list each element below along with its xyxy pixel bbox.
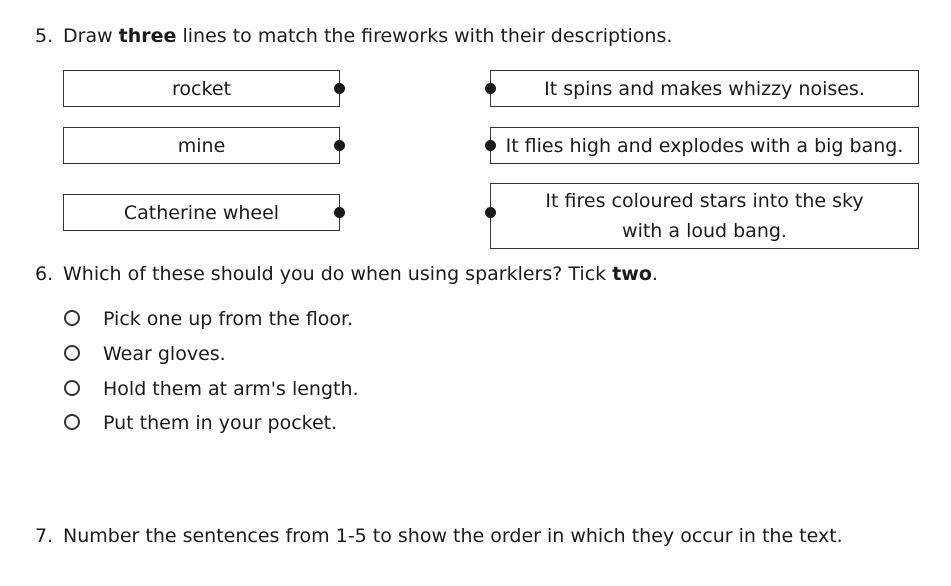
option-label: Wear gloves. <box>103 343 226 365</box>
match-right-coloured-stars[interactable] <box>490 183 919 249</box>
question-5-heading <box>35 24 672 48</box>
radio-circle[interactable] <box>64 345 80 361</box>
match-left-catherine-wheel[interactable] <box>63 194 340 231</box>
match-left-rocket[interactable] <box>63 70 340 107</box>
question-text: Number the sentences from 1-5 to show the order in which they occur in the text. <box>63 525 843 547</box>
option-label: Put them in your pocket. <box>103 412 338 434</box>
question-text-suffix: . <box>651 263 658 285</box>
question-number: 6. <box>35 263 54 285</box>
match-left-label: Catherine wheel <box>123 201 280 224</box>
question-number: 5. <box>35 25 54 47</box>
match-left-label: mine <box>177 134 226 157</box>
match-right-label: It spins and makes whizzy noises. <box>544 77 865 100</box>
connector-dot[interactable] <box>485 140 496 151</box>
option-label: Hold them at arm's length. <box>103 378 359 400</box>
question-6-heading <box>35 262 658 286</box>
question-text-prefix: Draw <box>63 25 119 47</box>
question-7-heading <box>35 524 843 548</box>
question-text-suffix: lines to match the fireworks with their descriptions. <box>176 25 673 47</box>
connector-dot[interactable] <box>485 207 496 218</box>
connector-dot[interactable] <box>334 207 345 218</box>
match-left-label: rocket <box>172 77 231 100</box>
question-emphasis: two <box>612 263 652 285</box>
match-right-spins[interactable] <box>490 70 919 107</box>
radio-circle[interactable] <box>64 380 80 396</box>
radio-circle[interactable] <box>64 414 80 430</box>
match-right-flies-high[interactable] <box>490 127 919 164</box>
match-right-label: It fires coloured stars into the sky with a loud bang. <box>545 190 864 242</box>
connector-dot[interactable] <box>334 83 345 94</box>
connector-dot[interactable] <box>334 140 345 151</box>
option-label: Pick one up from the floor. <box>103 308 354 330</box>
match-left-mine[interactable] <box>63 127 340 164</box>
question-text-prefix: Which of these should you do when using sparklers? Tick <box>63 263 613 285</box>
match-right-label: It flies high and explodes with a big bang. <box>505 134 904 157</box>
question-number: 7. <box>35 525 54 547</box>
radio-circle[interactable] <box>64 310 80 326</box>
question-emphasis: three <box>118 25 177 47</box>
connector-dot[interactable] <box>485 83 496 94</box>
